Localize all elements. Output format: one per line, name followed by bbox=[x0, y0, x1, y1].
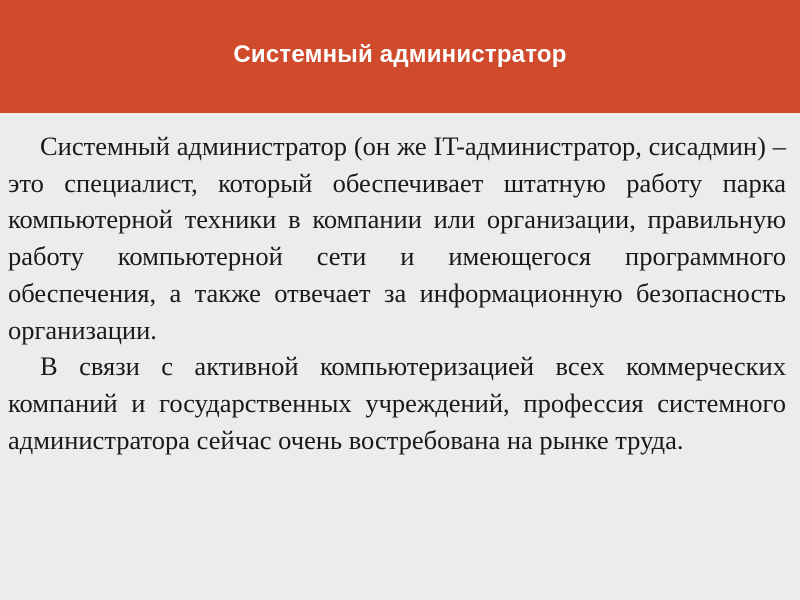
slide-title: Системный администратор bbox=[233, 40, 567, 68]
body-text bbox=[8, 128, 786, 458]
paragraph-demand: В связи с активной компьютеризацией всех коммерческих компаний и государственных учреждений, профессия системного администратора сейчас очень востребована на рынке труда. bbox=[8, 351, 786, 455]
title-bar bbox=[0, 0, 800, 113]
paragraph-definition: Системный администратор (он же IT-администратор, сисадмин) – это специалист, который обеспечивает штатную работу парка компьютерной техники в компании или организации, правильную работу компьютерной сети и имеющегося программного обеспечения, а также отвечает за информационную безопасность организации. bbox=[8, 131, 786, 345]
